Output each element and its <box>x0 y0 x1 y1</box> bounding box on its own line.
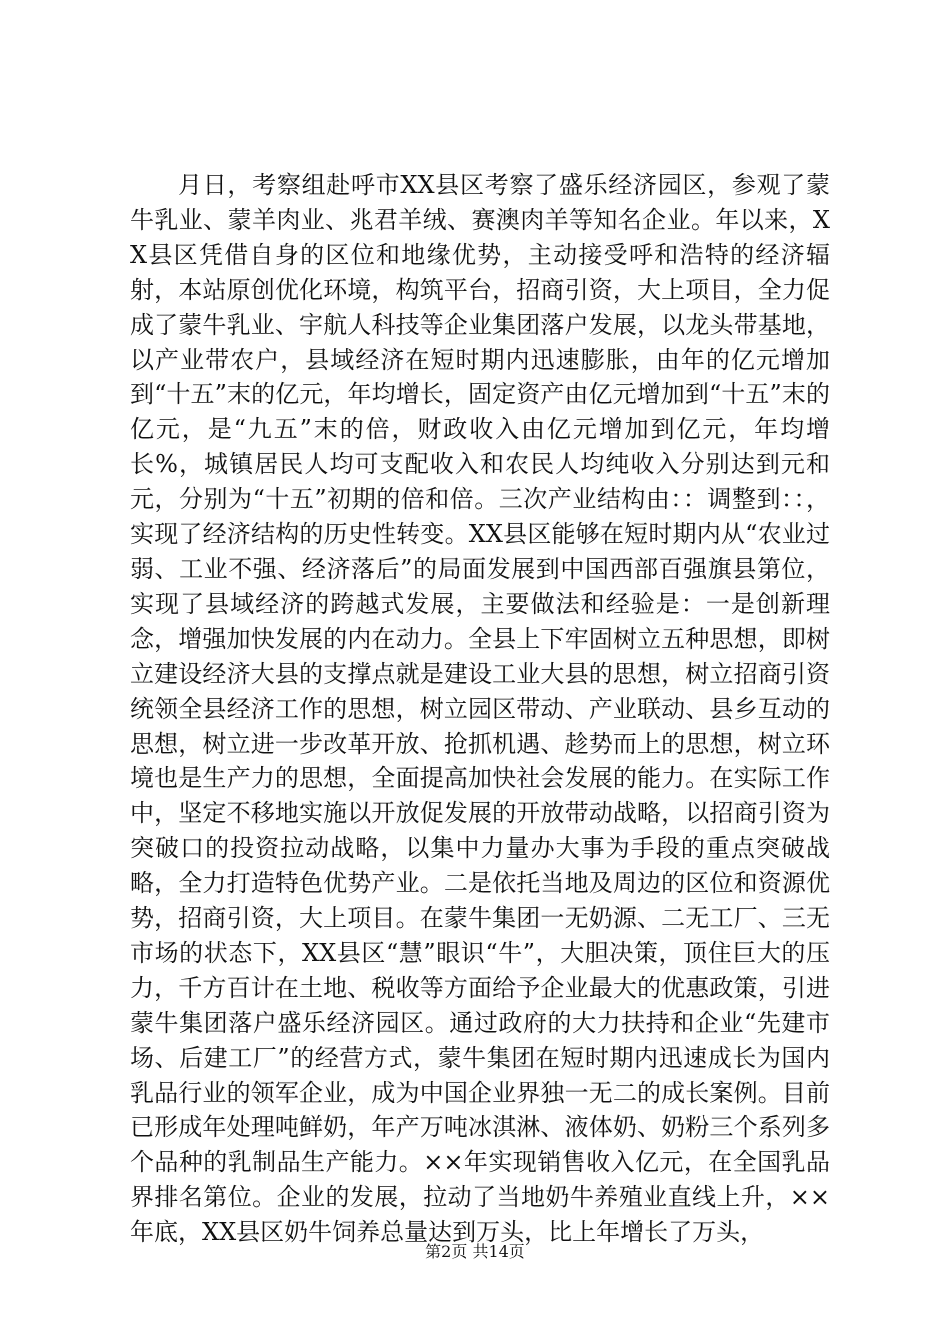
page-number-footer: 第2页 共14页 <box>425 1242 525 1261</box>
body-paragraph: 月日，考察组赴呼市XX县区考察了盛乐经济园区，参观了蒙牛乳业、蒙羊肉业、兆君羊绒、赛澳肉羊等知名企业。年以来，XX县区凭借自身的区位和地缘优势，主动接受呼和浩特的经济辐射，本站原创优化环境，构筑平台，招商引资，大上项目，全力促成了蒙牛乳业、宇航人科技等企业集团落户发展，以龙头带基地，以产业带农户，县域经济在短时期内迅速膨胀，由年的亿元增加到“十五”末的亿元，年均增长，固定资产由亿元增加到“十五”末的亿元，是“九五”末的倍，财政收入由亿元增加到亿元，年均增长%，城镇居民人均可支配收入和农民人均纯收入分别达到元和元，分别为“十五”初期的倍和倍。三次产业结构由：：调整到：：，实现了经济结构的历史性转变。XX县区能够在短时期内从“农业过弱、工业不强、经济落后”的局面发展到中国西部百强旗县第位，实现了县域经济的跨越式发展，主要做法和经验是：一是创新理念，增强加快发展的内在动力。全县上下牢固树立五种思想，即树立建设经济大县的支撑点就是建设工业大县的思想，树立招商引资统领全县经济工作的思想，树立园区带动、产业联动、县乡互动的思想，树立进一步改革开放、抢抓机遇、趁势而上的思想，树立环境也是生产力的思想，全面提高加快社会发展的能力。在实际工作中，坚定不移地实施以开放促发展的开放带动战略，以招商引资为突破口的投资拉动战略，以集中力量办大事为手段的重点突破战略，全力打造特色优势产业。二是依托当地及周边的区位和资源优势，招商引资，大上项目。在蒙牛集团一无奶源、二无工厂、三无市场的状态下，XX县区“慧”眼识“牛”，大胆决策，顶住巨大的压力，千方百计在土地、税收等方面给予企业最大的优惠政策，引进蒙牛集团落户盛乐经济园区。通过政府的大力扶持和企业“先建市场、后建工厂”的经营方式，蒙牛集团在短时期内迅速成长为国内乳品行业的领军企业，成为中国企业界独一无二的成长案例。目前已形成年处理吨鲜奶，年产万吨冰淇淋、液体奶、奶粉三个系列多个品种的乳制品生产能力。××年实现销售收入亿元，在全国乳品界排名第位。企业的发展，拉动了当地奶牛养殖业直线上升，××年底，XX县区奶牛饲养总量达到万头，比上年增长了万头， <box>130 171 830 1247</box>
